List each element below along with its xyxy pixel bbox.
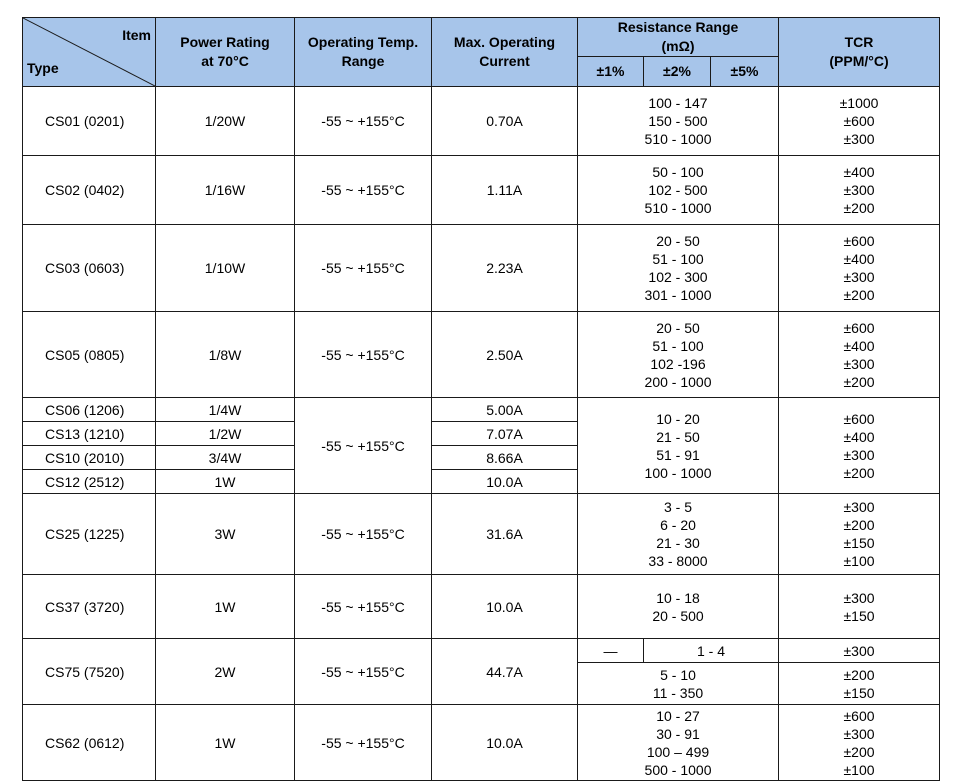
power-cell: 1/4W [156, 398, 295, 422]
power-cell: 1/16W [156, 156, 295, 225]
tolerance-1-header: ±1% [578, 57, 644, 87]
type-cell: CS13 (1210) [23, 422, 156, 446]
resistance-cell: 10 - 27 30 - 91 100 – 499 500 - 1000 [578, 705, 779, 781]
temp-cell: -55 ~ +155°C [295, 312, 432, 398]
power-cell: 1/2W [156, 422, 295, 446]
type-label: Type [27, 60, 59, 76]
resistance-cell: 3 - 5 6 - 20 21 - 30 33 - 8000 [578, 494, 779, 575]
tcr-cell: ±600 ±300 ±200 ±100 [779, 705, 940, 781]
power-cell: 1W [156, 705, 295, 781]
tcr-cell: ±300 ±200 ±150 ±100 [779, 494, 940, 575]
current-cell: 10.0A [432, 470, 578, 494]
table-row [23, 575, 940, 639]
current-cell: 8.66A [432, 446, 578, 470]
tcr-cell: ±1000 ±600 ±300 [779, 87, 940, 156]
type-cell: CS01 (0201) [23, 87, 156, 156]
power-cell: 1W [156, 575, 295, 639]
table-row [23, 494, 940, 575]
tcr-cell: ±600 ±400 ±300 ±200 [779, 225, 940, 312]
table-row [23, 705, 940, 781]
item-label: Item [122, 27, 151, 43]
resistance-cell: 20 - 50 51 - 100 102 -196 200 - 1000 [578, 312, 779, 398]
table-row [23, 398, 940, 422]
table-row [23, 156, 940, 225]
resistance-cell: 100 - 147 150 - 500 510 - 1000 [578, 87, 779, 156]
current-cell: 7.07A [432, 422, 578, 446]
type-cell: CS25 (1225) [23, 494, 156, 575]
power-cell: 3W [156, 494, 295, 575]
power-cell: 1/10W [156, 225, 295, 312]
resistor-spec-table [22, 17, 940, 781]
tcr-cell: ±600 ±400 ±300 ±200 [779, 398, 940, 494]
tolerance-5-header: ±5% [711, 57, 779, 87]
type-cell: CS10 (2010) [23, 446, 156, 470]
tolerance-2-header: ±2% [644, 57, 711, 87]
item-type-corner-header [23, 18, 156, 87]
current-cell: 44.7A [432, 639, 578, 705]
temp-cell: -55 ~ +155°C [295, 225, 432, 312]
temp-cell: -55 ~ +155°C [295, 494, 432, 575]
operating-temp-header: Operating Temp. Range [295, 18, 432, 87]
tcr-cell: ±200 ±150 [779, 663, 940, 705]
resistance-cell: 10 - 18 20 - 500 [578, 575, 779, 639]
power-cell: 1/20W [156, 87, 295, 156]
power-cell: 1W [156, 470, 295, 494]
resistance-cell: 1 - 4 [644, 639, 779, 663]
current-cell: 5.00A [432, 398, 578, 422]
temp-cell: -55 ~ +155°C [295, 639, 432, 705]
type-cell: CS12 (2512) [23, 470, 156, 494]
temp-cell: -55 ~ +155°C [295, 705, 432, 781]
tcr-cell: ±300 ±150 [779, 575, 940, 639]
max-current-header: Max. Operating Current [432, 18, 578, 87]
current-cell: 10.0A [432, 575, 578, 639]
current-cell: 2.23A [432, 225, 578, 312]
power-cell: 2W [156, 639, 295, 705]
power-cell: 1/8W [156, 312, 295, 398]
table-row [23, 639, 940, 663]
current-cell: 10.0A [432, 705, 578, 781]
type-cell: CS62 (0612) [23, 705, 156, 781]
tcr-cell: ±300 [779, 639, 940, 663]
type-cell: CS06 (1206) [23, 398, 156, 422]
temp-cell: -55 ~ +155°C [295, 575, 432, 639]
resistance-cell: 5 - 10 11 - 350 [578, 663, 779, 705]
current-cell: 31.6A [432, 494, 578, 575]
current-cell: 1.11A [432, 156, 578, 225]
tcr-cell: ±400 ±300 ±200 [779, 156, 940, 225]
current-cell: 2.50A [432, 312, 578, 398]
table-row [23, 312, 940, 398]
tcr-cell: ±600 ±400 ±300 ±200 [779, 312, 940, 398]
table-row [23, 225, 940, 312]
type-cell: CS02 (0402) [23, 156, 156, 225]
power-rating-header: Power Rating at 70°C [156, 18, 295, 87]
resistance-range-header: Resistance Range (mΩ) [578, 18, 779, 57]
temp-cell: -55 ~ +155°C [295, 156, 432, 225]
temp-cell: -55 ~ +155°C [295, 87, 432, 156]
table-row [23, 87, 940, 156]
type-cell: CS37 (3720) [23, 575, 156, 639]
resistance-cell: 10 - 20 21 - 50 51 - 91 100 - 1000 [578, 398, 779, 494]
current-cell: 0.70A [432, 87, 578, 156]
tcr-header: TCR (PPM/°C) [779, 18, 940, 87]
resistance-cell: 20 - 50 51 - 100 102 - 300 301 - 1000 [578, 225, 779, 312]
temp-cell: -55 ~ +155°C [295, 398, 432, 494]
type-cell: CS05 (0805) [23, 312, 156, 398]
power-cell: 3/4W [156, 446, 295, 470]
resistance-cell: 50 - 100 102 - 500 510 - 1000 [578, 156, 779, 225]
tolerance-1-dash: — [578, 639, 644, 663]
type-cell: CS75 (7520) [23, 639, 156, 705]
type-cell: CS03 (0603) [23, 225, 156, 312]
